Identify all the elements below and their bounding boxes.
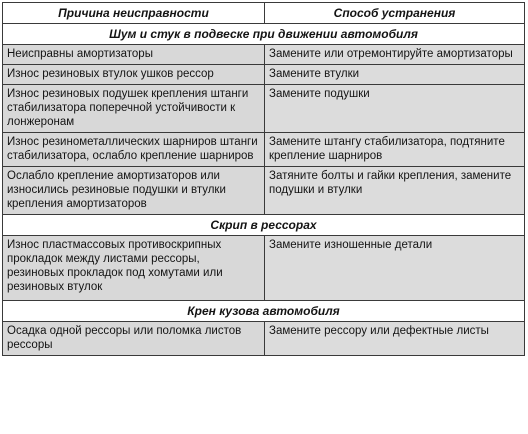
table-row <box>3 45 525 65</box>
remedy-cell: Замените штангу стабилизатора, подтяните крепление шарниров <box>265 133 525 167</box>
table-row <box>3 236 525 301</box>
troubleshooting-table <box>2 2 525 356</box>
cause-cell: Износ пластмассовых противоскрипных прокладок между листами рессоры, резиновых прокладок под хомутами или резиновых втулок <box>3 236 265 301</box>
header-row <box>3 3 525 24</box>
section-heading-row <box>3 24 525 45</box>
remedy-cell: Замените подушки <box>265 85 525 133</box>
cause-cell: Износ резиновых подушек крепления штанги стабилизатора поперечной устойчивости к лонжеронам <box>3 85 265 133</box>
section-title-body-roll: Крен кузова автомобиля <box>3 301 525 322</box>
section-title-spring-squeak: Скрип в рессорах <box>3 215 525 236</box>
cause-cell: Износ резиновых втулок ушков рессор <box>3 65 265 85</box>
cause-cell: Осадка одной рессоры или поломка листов рессоры <box>3 322 265 356</box>
remedy-cell: Замените втулки <box>265 65 525 85</box>
remedy-cell: Замените или отремонтируйте амортизаторы <box>265 45 525 65</box>
remedy-cell: Замените изношенные детали <box>265 236 525 301</box>
column-header-cause: Причина неисправности <box>3 3 265 24</box>
document-page <box>2 2 524 356</box>
remedy-cell: Затяните болты и гайки крепления, замените подушки и втулки <box>265 167 525 215</box>
table-row <box>3 322 525 356</box>
column-header-remedy: Способ устранения <box>265 3 525 24</box>
section-heading-row <box>3 301 525 322</box>
section-heading-row <box>3 215 525 236</box>
section-title-suspension-noise: Шум и стук в подвеске при движении автомобиля <box>3 24 525 45</box>
remedy-cell: Замените рессору или дефектные листы <box>265 322 525 356</box>
cause-cell: Неисправны амортизаторы <box>3 45 265 65</box>
cause-cell: Ослабло крепление амортизаторов или износились резиновые подушки и втулки крепления амортизаторов <box>3 167 265 215</box>
table-row <box>3 85 525 133</box>
table-row <box>3 133 525 167</box>
table-row <box>3 65 525 85</box>
table-row <box>3 167 525 215</box>
cause-cell: Износ резинометаллических шарниров штанги стабилизатора, ослабло крепление шарниров <box>3 133 265 167</box>
